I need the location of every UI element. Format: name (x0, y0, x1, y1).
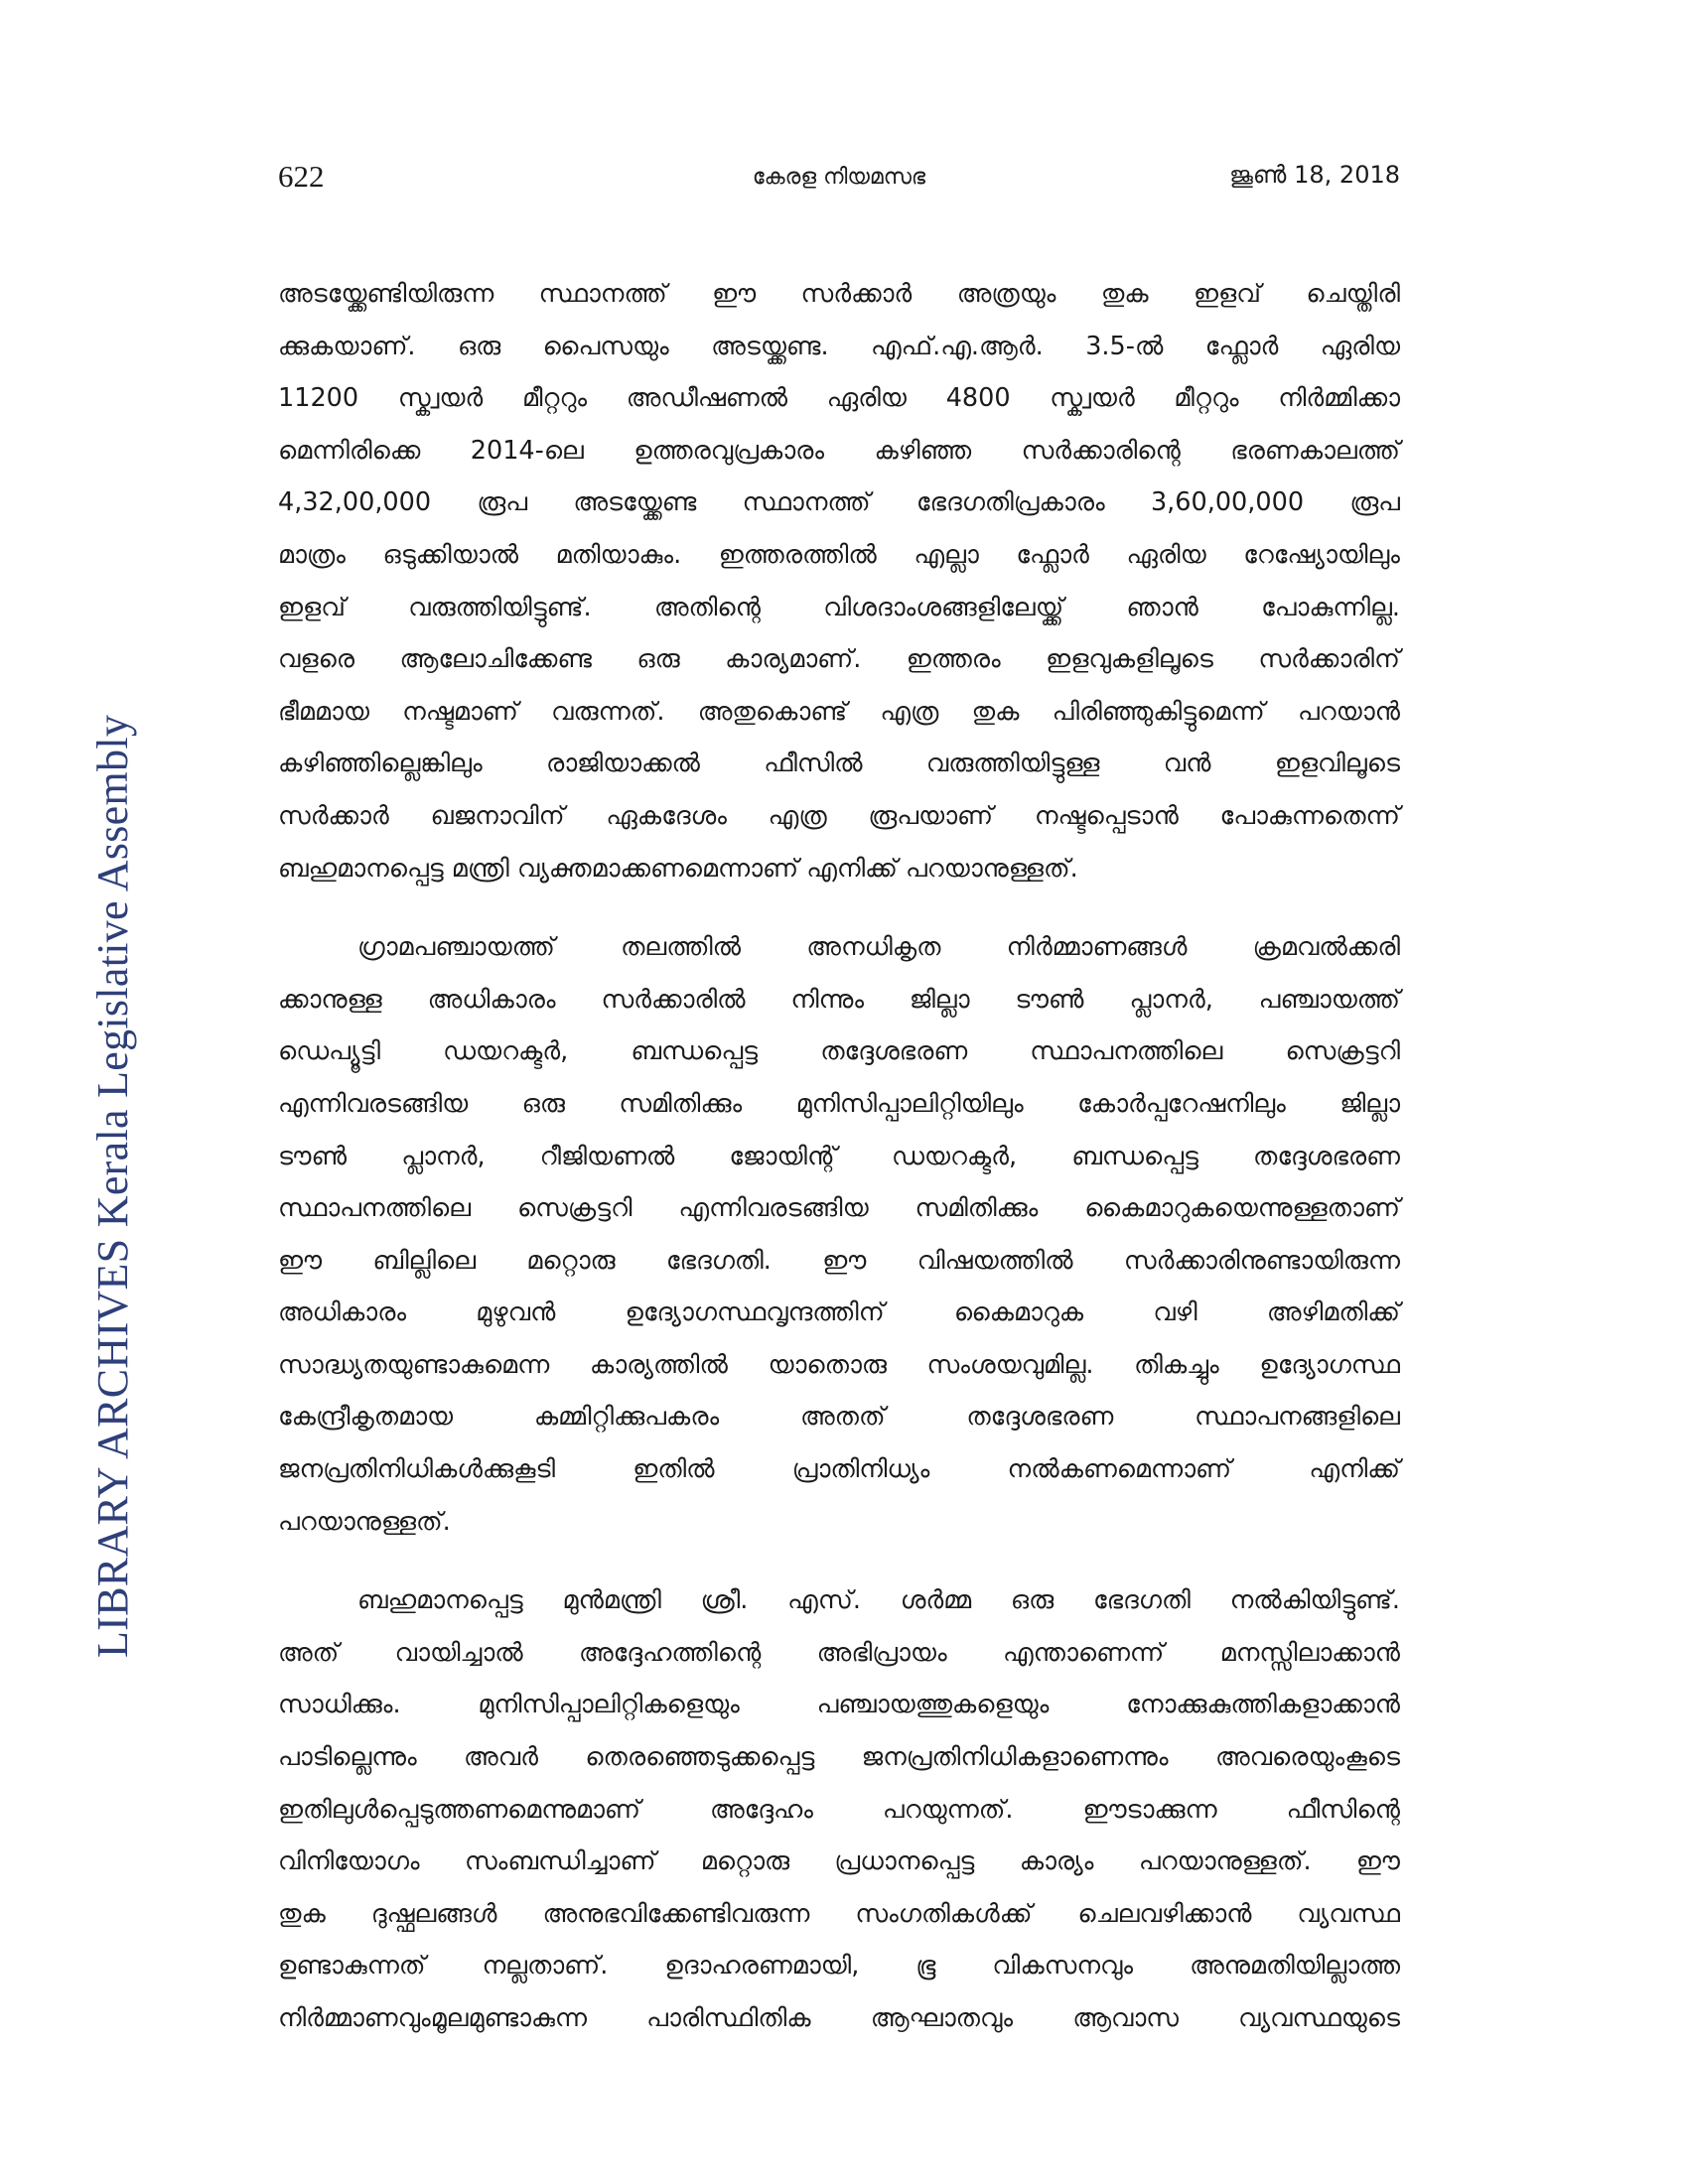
page-number: 622 (278, 159, 325, 194)
text-line: അടയ്ക്കേണ്ടിയിരുന്ന സ്ഥാനത്ത് ഈ സർക്കാർ അത്രയും തുക ഇളവ് ചെയ്തിരി (278, 279, 1400, 309)
text-line: ഇളവ് വരുത്തിയിട്ടുണ്ട്. അതിന്റെ വിശദാംശങ്ങളിലേയ്ക്ക് ഞാൻ പോകുന്നില്ല. (278, 592, 1400, 622)
text-line: ക്കുകയാണ്. ഒരു പൈസയും അടയ്ക്കണ്ട. എഫ്.എ.ആർ. 3.5-ൽ ഫ്ലോർ ഏരിയ (278, 331, 1400, 361)
text-line: തുക ദുഷ്ഫലങ്ങൾ അനുഭവിക്കേണ്ടിവരുന്ന സംഗതികൾക്ക് ചെലവഴിക്കാൻ വ്യവസ്ഥ (278, 1898, 1400, 1929)
text-line: ക്കാനുള്ള അധികാരം സർക്കാരിൽ നിന്നും ജില്ലാ ടൗൺ പ്ലാനർ, പഞ്ചായത്ത് (278, 984, 1400, 1015)
text-line: അത് വായിച്ചാൽ അദ്ദേഹത്തിന്റെ അഭിപ്രായം എന്താണെന്ന് മനസ്സിലാക്കാൻ (278, 1637, 1400, 1668)
text-line: കഴിഞ്ഞില്ലെങ്കിലും രാജിയാക്കൽ ഫീസിൽ വരുത്തിയിട്ടുള്ള വൻ ഇളവിലൂടെ (278, 749, 1400, 779)
text-line: സ്ഥാപനത്തിലെ സെക്രട്ടറി എന്നിവരടങ്ങിയ സമിതിക്കും കൈമാറുകയെന്നുള്ളതാണ് (278, 1193, 1400, 1224)
text-line: ടൗൺ പ്ലാനർ, റീജിയണൽ ജോയിന്റ് ഡയറക്ടർ, ബന്ധപ്പെട്ട തദ്ദേശഭരണ (278, 1141, 1400, 1171)
text-line: സർക്കാർ ഖജനാവിന് ഏകദേശം എത്ര രൂപയാണ് നഷ്ടപ്പെടാൻ പോകുന്നതെന്ന് (278, 800, 1400, 831)
text-line: മെന്നിരിക്കെ 2014-ലെ ഉത്തരവുപ്രകാരം കഴിഞ്ഞ സർക്കാരിന്റെ ഭരണകാലത്ത് (278, 435, 1400, 466)
text-line: ബഹുമാനപ്പെട്ട മന്ത്രി വ്യക്തമാക്കണമെന്നാണ് എനിക്ക് പറയാനുള്ളത്. (278, 853, 1078, 884)
text-line: സാദ്ധ്യതയുണ്ടാകുമെന്ന കാര്യത്തിൽ യാതൊരു സംശയവുമില്ല. തികച്ചും ഉദ്യോഗസ്ഥ (278, 1349, 1400, 1380)
text-line: വിനിയോഗം സംബന്ധിച്ചാണ് മറ്റൊരു പ്രധാനപ്പെട്ട കാര്യം പറയാനുള്ളത്. ഈ (278, 1846, 1400, 1877)
page-date: ജൂൺ 18, 2018 (1229, 161, 1400, 189)
text-line: പറയാനുള്ളത്. (278, 1506, 451, 1537)
text-line: ഭീമമായ നഷ്ടമാണ് വരുന്നത്. അതുകൊണ്ട് എത്ര തുക പിരിഞ്ഞുകിട്ടുമെന്ന് പറയാൻ (278, 696, 1400, 727)
body-text (278, 268, 1400, 2072)
text-line: ഗ്രാമപഞ്ചായത്ത് തലത്തിൽ അനധികൃത നിർമ്മാണങ്ങൾ ക്രമവൽക്കരി (357, 932, 1400, 963)
paragraph-1 (278, 268, 1400, 894)
text-line: ജനപ്രതിനിധികൾക്കുകൂടി ഇതിൽ പ്രാതിനിധ്യം നൽകണമെന്നാണ് എനിക്ക് (278, 1454, 1400, 1485)
page-header (278, 159, 1400, 199)
text-line: ഈ ബില്ലിലെ മറ്റൊരു ഭേദഗതി. ഈ വിഷയത്തിൽ സർക്കാരിനുണ്ടായിരുന്ന (278, 1245, 1400, 1276)
text-line: ബഹുമാനപ്പെട്ട മുൻമന്ത്രി ശ്രീ. എസ്. ശർമ്മ ഒരു ഭേദഗതി നൽകിയിട്ടുണ്ട്. (357, 1585, 1400, 1616)
text-line: അധികാരം മുഴുവൻ ഉദ്യോഗസ്ഥവൃന്ദത്തിന് കൈമാറുക വഴി അഴിമതിക്ക് (278, 1297, 1400, 1328)
text-line: ഡെപ്യൂട്ടി ഡയറക്ടർ, ബന്ധപ്പെട്ട തദ്ദേശഭരണ സ്ഥാപനത്തിലെ സെക്രട്ടറി (278, 1036, 1400, 1067)
running-title: കേരള നിയമസഭ (752, 165, 926, 190)
archive-watermark: LIBRARY ARCHIVES Kerala Legislative Assembly (88, 714, 137, 1658)
text-line: സാധിക്കും. മുനിസിപ്പാലിറ്റികളെയും പഞ്ചായത്തുകളെയും നോക്കുകുത്തികളാക്കാൻ (278, 1690, 1400, 1720)
paragraph-2 (278, 921, 1400, 1548)
paragraph-3 (278, 1574, 1400, 2044)
text-line: ഉണ്ടാകുന്നത് നല്ലതാണ്. ഉദാഹരണമായി, ഭൂ വികസനവും അനുമതിയില്ലാത്ത (278, 1951, 1400, 1981)
text-line: കേന്ദ്രീകൃതമായ കമ്മിറ്റിക്കുപകരം അതത് തദ്ദേശഭരണ സ്ഥാപനങ്ങളിലെ (278, 1402, 1400, 1433)
text-line: 11200 സ്ക്വയർ മീറ്ററും അഡീഷണൽ ഏരിയ 4800 സ്ക്വയർ മീറ്ററും നിർമ്മിക്കാ (278, 383, 1400, 414)
text-line: വളരെ ആലോചിക്കേണ്ട ഒരു കാര്യമാണ്. ഇത്തരം ഇളവുകളിലൂടെ സർക്കാരിന് (278, 644, 1400, 675)
text-line: 4,32,00,000 രൂപ അടയ്ക്കേണ്ട സ്ഥാനത്ത് ഭേദഗതിപ്രകാരം 3,60,00,000 രൂപ (278, 487, 1400, 518)
text-line: ഇതിലുൾപ്പെടുത്തണമെന്നുമാണ് അദ്ദേഹം പറയുന്നത്. ഈടാക്കുന്ന ഫീസിന്റെ (278, 1794, 1400, 1825)
text-line: പാടില്ലെന്നും അവർ തെരഞ്ഞെടുക്കപ്പെട്ട ജനപ്രതിനിധികളാണെന്നും അവരെയുംകൂടെ (278, 1742, 1400, 1773)
text-line: നിർമ്മാണവുംമൂലമുണ്ടാകുന്ന പാരിസ്ഥിതിക ആഘാതവും ആവാസ വ്യവസ്ഥയുടെ (278, 2003, 1400, 2033)
text-line: മാത്രം ഒടുക്കിയാൽ മതിയാകും. ഇത്തരത്തിൽ എല്ലാ ഫ്ലോർ ഏരിയ റേഷ്യോയിലും (278, 539, 1400, 570)
text-line: എന്നിവരടങ്ങിയ ഒരു സമിതിക്കും മുനിസിപ്പാലിറ്റിയിലും കോർപ്പറേഷനിലും ജില്ലാ (278, 1088, 1400, 1119)
